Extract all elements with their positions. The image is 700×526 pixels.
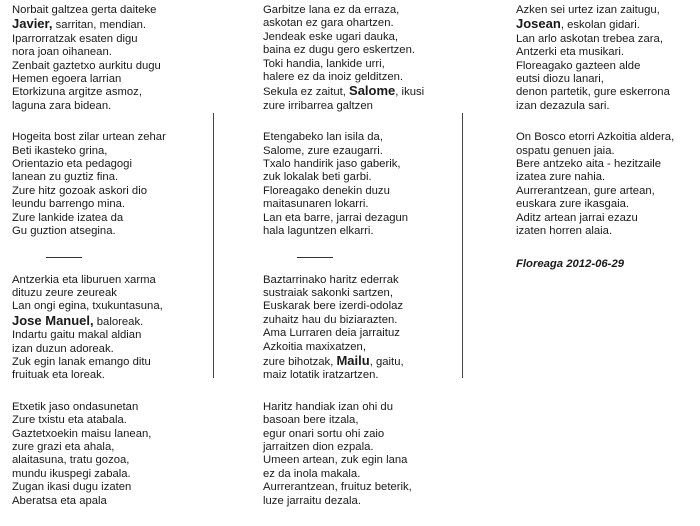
verse-line [12, 17, 212, 32]
verse-text: zure bihotzak, [263, 355, 337, 368]
verse-text: askotan ez gara ohartzen. [263, 17, 394, 30]
verse-line [12, 481, 212, 494]
verse-text: Aurrerantzean, gure artean, [516, 184, 655, 197]
verse-text: Garbitze lana ez da erraza, [263, 4, 400, 16]
verse-line [263, 84, 463, 99]
verse-line [263, 71, 463, 84]
verse-text: izan duzun adoreak. [12, 342, 114, 355]
verse-line [263, 414, 463, 427]
verse-line [263, 495, 463, 508]
verse-line [263, 225, 463, 238]
stanza [516, 4, 696, 113]
verse-line [12, 369, 212, 382]
verse-line [516, 131, 696, 144]
verse-line [12, 171, 212, 184]
verse-line [516, 185, 696, 198]
verse-text: Zenbait gaztetxo aurkitu dugu [12, 59, 161, 72]
verse-line [263, 131, 463, 144]
verse-line [263, 100, 463, 113]
poem-column-2 [263, 4, 463, 526]
poem-column-3 [516, 4, 696, 271]
verse-text: baina ez dugu gero eskertzen. [263, 44, 415, 57]
name-highlight: Mailu [336, 352, 370, 368]
verse-line [516, 100, 696, 113]
verse-text: dituzu zeure zeureak [12, 286, 117, 299]
verse-line [516, 225, 696, 238]
verse-text: izatea zure nahia. [516, 171, 606, 184]
verse-line [263, 58, 463, 71]
stanza [263, 4, 463, 113]
poem-column-1 [12, 4, 212, 526]
verse-text: Ama Lurraren deia jarraituz [263, 327, 400, 340]
verse-line [263, 300, 463, 313]
verse-line [516, 198, 696, 211]
verse-line [12, 356, 212, 369]
verse-text: Azken sei urtez izan zaitugu, [516, 4, 660, 16]
verse-line [12, 185, 212, 198]
verse-line [263, 17, 463, 30]
verse-line [516, 17, 696, 32]
verse-text: Bere antzeko aita - hezitzaile [516, 158, 662, 171]
verse-text: , ikusi [395, 86, 425, 99]
verse-line [516, 171, 696, 184]
verse-line [516, 60, 696, 73]
verse-line [263, 327, 463, 340]
verse-text: Lan arlo askotan trebea zara, [516, 32, 663, 45]
verse-line [12, 468, 212, 481]
verse-line [12, 86, 212, 99]
verse-line [263, 44, 463, 57]
verse-text: Antzerki eta musikari. [516, 46, 624, 59]
verse-line [263, 158, 463, 171]
verse-text: euskara zure ikasgaia. [516, 198, 630, 211]
name-highlight: Josean [516, 16, 561, 32]
verse-text: Toki handia, lankide urri, [263, 57, 385, 70]
verse-text: On Bosco etorri Azkoitia aldera, [516, 131, 675, 144]
verse-text: leundu barrengo mina. [12, 198, 126, 211]
verse-text: izaten horren alaia. [516, 225, 613, 238]
verse-text: Zugan ikasi dugu izaten [12, 481, 132, 494]
verse-text: Sekula ez zaitut, [263, 86, 350, 99]
verse-text: Beti ikasteko grina, [12, 144, 108, 157]
stanza [12, 401, 212, 508]
verse-line [12, 414, 212, 427]
verse-text: Azkoitia maxixatzen, [263, 340, 366, 353]
verse-text: izan dezazula sari. [516, 99, 610, 112]
name-highlight: Javier, [12, 16, 53, 32]
verse-line [263, 31, 463, 44]
verse-line [263, 314, 463, 327]
verse-text: Floreagako denekin duzu [263, 184, 390, 197]
verse-text: Euskarak bere izerdi-odolaz [263, 300, 404, 313]
verse-line [12, 495, 212, 508]
verse-text: Jendeak eske ugari dauka, [263, 30, 399, 43]
stanza [263, 401, 463, 508]
verse-text: mundu ikuspegi zabala. [12, 467, 131, 480]
name-highlight: Jose Manuel, [12, 312, 94, 328]
verse-line [12, 314, 212, 329]
verse-line [263, 4, 463, 17]
verse-line [516, 33, 696, 46]
stanza [12, 274, 212, 383]
verse-line [263, 171, 463, 184]
stanza [12, 131, 212, 238]
verse-line [12, 428, 212, 441]
verse-text: Indartu gaitu makal aldian [12, 329, 142, 342]
verse-text: , eskolan gidari. [560, 19, 640, 32]
verse-text: Etorkizuna argitze asmoz, [12, 86, 142, 99]
verse-text: Antzerkia eta liburuen xarma [12, 273, 156, 286]
verse-line [263, 401, 463, 414]
verse-line [263, 287, 463, 300]
verse-line [263, 454, 463, 467]
verse-line [516, 4, 696, 17]
verse-line [516, 73, 696, 86]
verse-text: sarritan, mendian. [52, 19, 147, 32]
verse-text: zuk lokalak beti garbi. [263, 171, 372, 184]
verse-line [12, 131, 212, 144]
verse-text: zuhaitz hau du biziarazten. [263, 313, 398, 326]
verse-line [263, 341, 463, 354]
verse-text: alaitasuna, tratu gozoa, [12, 454, 130, 467]
verse-line [12, 198, 212, 211]
verse-text: sustraiak sakonki sartzen, [263, 286, 393, 299]
verse-text: ez da inola makala. [263, 467, 361, 480]
verse-text: fruituak eta loreak. [12, 369, 105, 382]
verse-text: lanean zu guztiz fina. [12, 171, 119, 184]
verse-text: halere ez da inoiz gelditzen. [263, 71, 404, 84]
verse-line [516, 46, 696, 59]
verse-text: hala laguntzen elkarri. [263, 225, 374, 238]
verse-line [12, 274, 212, 287]
verse-text: Zure txistu eta atabala. [12, 414, 127, 427]
verse-line [12, 33, 212, 46]
verse-line [12, 225, 212, 238]
verse-line [263, 468, 463, 481]
verse-line [516, 158, 696, 171]
stanza [516, 131, 696, 238]
verse-text: Etengabeko lan isila da, [263, 131, 383, 144]
stanza-separator [297, 257, 333, 258]
verse-text: Aberatsa eta apala [12, 494, 107, 507]
verse-text: Hemen egoera larrian [12, 73, 122, 86]
verse-line [12, 441, 212, 454]
verse-text: Etxetik jaso ondasunetan [12, 400, 139, 413]
verse-line [516, 86, 696, 99]
verse-text: Zure hitz gozoak askori dio [12, 184, 148, 197]
verse-text: Umeen artean, zuk egin lana [263, 454, 408, 467]
verse-line [263, 428, 463, 441]
column-divider-1 [213, 113, 214, 378]
verse-text: Iparrorratzak esaten digu [12, 32, 138, 45]
verse-text: basoan bere itzala, [263, 414, 359, 427]
verse-line [263, 274, 463, 287]
verse-text: Lan ongi egina, txukuntasuna, [12, 300, 163, 313]
verse-text: nora joan oihanean. [12, 46, 112, 59]
name-highlight: Salome [349, 83, 396, 99]
verse-text: luze jarraitu dezala. [263, 494, 361, 507]
signature-date: Floreaga 2012-06-29 [516, 257, 625, 270]
verse-line [12, 212, 212, 225]
stanza-separator [46, 257, 82, 258]
verse-text: Zuk egin lanak emango ditu [12, 355, 151, 368]
verse-line [516, 212, 696, 225]
stanza [12, 4, 212, 113]
column-divider-2 [462, 113, 463, 378]
verse-line [12, 4, 212, 17]
verse-line [12, 401, 212, 414]
verse-text: Txalo handirik jaso gaberik, [263, 158, 401, 171]
verse-line [12, 158, 212, 171]
verse-text: , gaitu, [369, 355, 404, 368]
verse-text: Gu guztion atsegina. [12, 225, 116, 238]
verse-text: zure irribarrea galtzen [263, 99, 373, 112]
stanza [263, 274, 463, 383]
verse-text: maitasunaren lokarri. [263, 198, 369, 211]
verse-text: baloreak. [93, 315, 144, 328]
verse-text: Norbait galtzea gerta daiteke [12, 4, 157, 16]
verse-line [263, 185, 463, 198]
verse-line [263, 354, 463, 369]
verse-line [263, 481, 463, 494]
verse-text: laguna zara bidean. [12, 99, 112, 112]
verse-text: Haritz handiak izan ohi du [263, 400, 393, 413]
verse-text: Hogeita bost zilar urtean zehar [12, 131, 166, 144]
verse-line [12, 73, 212, 86]
stanza [263, 131, 463, 238]
verse-text: Orientazio eta pedagogi [12, 158, 132, 171]
verse-line [12, 343, 212, 356]
verse-text: Floreagako gazteen alde [516, 59, 641, 72]
verse-line [12, 287, 212, 300]
verse-line [12, 46, 212, 59]
verse-text: Salome, zure ezaugarri. [263, 144, 383, 157]
verse-text: ospatu genuen jaia. [516, 144, 615, 157]
verse-text: egur onari sortu ohi zaio [263, 427, 385, 440]
verse-text: Gaztetxoekin maisu lanean, [12, 427, 152, 440]
verse-text: maiz lotatik iratzartzen. [263, 369, 379, 382]
verse-text: Baztarrinako haritz ederrak [263, 273, 399, 286]
verse-text: Lan eta barre, jarrai dezagun [263, 211, 409, 224]
verse-text: Zure lankide izatea da [12, 211, 124, 224]
verse-line [263, 212, 463, 225]
verse-text: zure grazi eta ahala, [12, 440, 115, 453]
verse-line [263, 369, 463, 382]
verse-line [12, 454, 212, 467]
verse-text: denon partetik, gure eskerrona [516, 86, 670, 99]
verse-line [12, 329, 212, 342]
verse-line [263, 145, 463, 158]
verse-line [12, 145, 212, 158]
verse-line [263, 198, 463, 211]
verse-text: eutsi diozu lanari, [516, 73, 604, 86]
verse-line [12, 300, 212, 313]
verse-line [12, 60, 212, 73]
verse-text: Aurrerantzean, fruituz beterik, [263, 481, 412, 494]
verse-text: Aditz artean jarrai ezazu [516, 211, 638, 224]
verse-line [12, 100, 212, 113]
verse-line [516, 145, 696, 158]
verse-text: jarraitzen dion ezpala. [263, 440, 374, 453]
verse-line [263, 441, 463, 454]
